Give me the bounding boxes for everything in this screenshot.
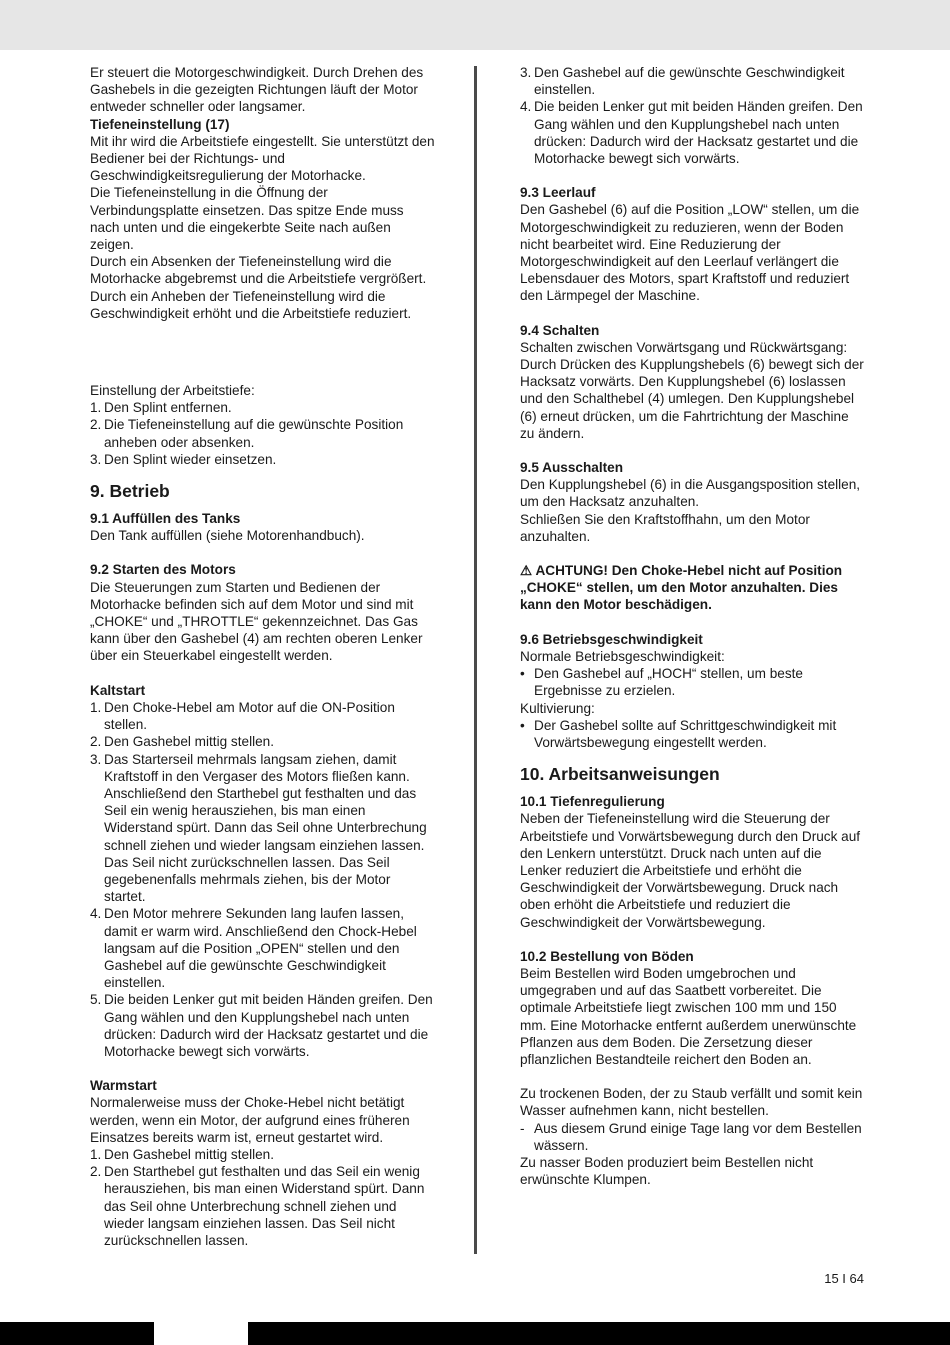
section-heading: 9.1 Auffüllen des Tanks — [90, 511, 241, 527]
warning-icon: ⚠ — [520, 563, 536, 579]
list-item: • Der Gashebel sollte auf Schrittgeschwindigkeit mit Vorwärtsbewegung eingestellt werden. — [520, 717, 837, 750]
paragraph: Zu trockenen Boden, der zu Staub verfällt und somit kein Wasser aufnehmen kann, nicht bestellen. — [520, 1086, 863, 1119]
list-item: 2. Den Gashebel mittig stellen. — [90, 734, 275, 750]
section-heading: Warmstart — [90, 1078, 157, 1094]
list-label: Einstellung der Arbeitstiefe: — [90, 383, 255, 399]
bullet-list — [520, 665, 865, 699]
page-number: 15 I 64 — [824, 1271, 864, 1286]
list-item: 1. Den Gashebel mittig stellen. — [90, 1146, 275, 1162]
paragraph: Durch ein Absenken der Tiefeneinstellung wird die Motorhacke abgebremst und die Arbeitstiefe vergrößert. Durch ein Anheben der Tiefeneinstellung wird die Geschwindigkeit erhöht und die Arbeitstiefe reduziert. — [90, 254, 427, 321]
list-item: 1. Den Choke-Hebel am Motor auf die ON-Position stellen. — [90, 699, 395, 733]
paragraph: Normale Betriebsgeschwindigkeit: — [520, 648, 725, 664]
paragraph: Den Tank auffüllen (siehe Motorenhandbuch). — [90, 528, 365, 544]
paragraph: Zu nasser Boden produziert beim Bestellen nicht erwünschte Klumpen. — [520, 1154, 814, 1188]
list-item: 3. Den Gashebel auf die gewünschte Geschwindigkeit einstellen. — [520, 65, 845, 98]
section-heading: 9.3 Leerlauf — [520, 185, 596, 201]
right-column — [520, 64, 865, 1188]
paragraph: Normalerweise muss der Choke-Hebel nicht betätigt werden, wenn ein Motor, der aufgrund eines früheren Einsatzes bereits warm ist, erneut gestartet wird. — [90, 1095, 410, 1145]
list-item: - Aus diesem Grund einige Tage lang vor dem Bestellen wässern. — [520, 1120, 862, 1153]
paragraph: Durch Drücken des Kupplungshebels (6) bewegt sich der Hacksatz vorwärts. Den Kupplungshebel (6) loslassen und den Schalthebel (4) umlegen. Den Kupplungshebel (6) erneut drücken, um die Fahrtrichtung der Maschine zu ändern. — [520, 357, 864, 441]
bullet-list — [520, 717, 865, 751]
footer-bar — [0, 1322, 950, 1345]
intro-paragraph: Er steuert die Motorgeschwindigkeit. Durch Drehen des Gashebels in die gezeigten Richtungen läuft der Motor entweder schneller oder langsamer. — [90, 65, 424, 115]
chapter-title: 10. Arbeitsanweisungen — [520, 764, 720, 785]
list-item: 4. Die beiden Lenker gut mit beiden Händen greifen. Den Gang wählen und den Kupplungshebel nach unten drücken: Dadurch wird der Hacksatz gestartet und die Motorhacke bewegt sich vorwärts. — [520, 99, 863, 167]
list-item: 4. Den Motor mehrere Sekunden lang laufen lassen, damit er warm wird. Anschließend den Chock-Hebel langsam auf die Position „OPEN“ stellen und den Gashebel auf die gewünschte Geschwindigkeit einstellen. — [90, 906, 417, 991]
paragraph: Die Steuerungen zum Starten und Bedienen der Motorhacke befinden sich auf dem Motor und sind mit „CHOKE“ und „THROTTLE“ gekennzeichnet. Das Gas kann über den Gashebel (4) am rechten oberen Lenker über ein Steuerkabel eingestellt werden. — [90, 579, 423, 664]
list-item: 3. Den Splint wieder einsetzen. — [90, 451, 277, 467]
paragraph: Neben der Tiefeneinstellung wird die Steuerung der Arbeitstiefe und Vorwärtsbewegung durch den Druck auf den Lenkern unterstützt. Druck nach unten auf die Lenker reduziert die Arbeitstiefe und erhöht die Geschwindigkeit der Vorwärtsbewegung. Druck nach oben erhöht die Arbeitstiefe und reduziert die Geschwindigkeit der Vorwärtsbewegung. — [520, 811, 861, 930]
section-heading: 9.6 Betriebsgeschwindigkeit — [520, 631, 703, 647]
header-bar — [0, 0, 950, 50]
left-column — [90, 64, 435, 1249]
list-item: 2. Die Tiefeneinstellung auf die gewünschte Position anheben oder absenken. — [90, 417, 404, 450]
footer-gap — [154, 1322, 248, 1345]
paragraph: Kultivierung: — [520, 700, 595, 716]
section-heading: Kaltstart — [90, 682, 146, 698]
column-divider — [474, 66, 477, 1254]
section-heading: 10.2 Bestellung von Böden — [520, 948, 694, 964]
list-item: 2. Den Starthebel gut festhalten und das Seil ein wenig herausziehen, bis man einen Widerstand spürt. Dann das Seil ohne Unterbrechung schnell ziehen und wieder langsam einziehen lassen. Das Seil nicht zurückschnellen lassen. — [90, 1164, 425, 1248]
dash-list — [520, 1120, 865, 1154]
paragraph: Den Gashebel (6) auf die Position „LOW“ stellen, um die Motorgeschwindigkeit zu reduzieren, wenn der Boden nicht bearbeitet wird. Eine Reduzierung der Motorgeschwindigkeit auf den Leerlauf verlängert die Lebensdauer des Motors, spart Kraftstoff und reduziert den Lärmpegel der Maschine. — [520, 202, 860, 304]
list-item: • Den Gashebel auf „HOCH“ stellen, um beste Ergebnisse zu erzielen. — [520, 666, 803, 699]
chapter-title: 9. Betrieb — [90, 481, 170, 502]
paragraph: Schließen Sie den Kraftstoffhahn, um den Motor anzuhalten. — [520, 511, 810, 544]
section-heading: 9.5 Ausschalten — [520, 460, 624, 476]
numbered-list — [90, 399, 435, 468]
paragraph: Mit ihr wird die Arbeitstiefe eingestellt. Sie unterstützt den Bediener bei der Richtungs- und Geschwindigkeitsregulierung der Motorhacke. — [90, 133, 435, 184]
section-heading: 9.2 Starten des Motors — [90, 562, 236, 578]
section-heading: 10.1 Tiefenregulierung — [520, 794, 665, 810]
numbered-list — [90, 699, 435, 1060]
paragraph: Beim Bestellen wird Boden umgebrochen und umgegraben und auf das Saatbett vorbereitet. Die optimale Arbeitstiefe liegt zwischen 100 mm und 150 mm. Eine Motorhacke entfernt außerdem unerwünschte Pflanzen aus dem Boden. Die Zersetzung dieser pflanzlichen Bestandteile reichert den Boden an. — [520, 965, 857, 1067]
paragraph: Den Kupplungshebel (6) in die Ausgangsposition stellen, um den Hacksatz anzuhalten. — [520, 477, 861, 510]
section-heading: 9.4 Schalten — [520, 322, 600, 338]
numbered-list — [520, 64, 865, 167]
warning-notice: ⚠ ACHTUNG! Den Choke-Hebel nicht auf Position „CHOKE“ stellen, um den Motor anzuhalten. Dies kann den Motor beschädigen. — [520, 563, 843, 613]
list-item: 3. Das Starterseil mehrmals langsam ziehen, damit Kraftstoff in den Vergaser des Motors fließen kann. Anschließend den Starthebel gut festhalten und das Seil ein wenig herausziehen, bis man einen Widerstand spürt. Dann das Seil ohne Unterbrechung schnell ziehen und wieder langsam einziehen lassen. Das Seil nicht zurückschnellen lassen. Das Seil gegebenenfalls mehrmals ziehen, bis der Motor startet. — [90, 751, 427, 905]
paragraph: Die Tiefeneinstellung in die Öffnung der Verbindungsplatte einsetzen. Das spitze Ende muss nach unten und die eingekerbte Seite nach außen zeigen. — [90, 185, 404, 253]
section-heading: Tiefeneinstellung (17) — [90, 116, 230, 132]
paragraph: Schalten zwischen Vorwärtsgang und Rückwärtsgang: — [520, 339, 848, 355]
list-item: 5. Die beiden Lenker gut mit beiden Händen greifen. Den Gang wählen und den Kupplungshebel nach unten drücken: Dadurch wird der Hacksatz gestartet und die Motorhacke bewegt sich vorwärts. — [90, 992, 433, 1059]
numbered-list — [90, 1146, 435, 1249]
list-item: 1. Den Splint entfernen. — [90, 400, 232, 416]
